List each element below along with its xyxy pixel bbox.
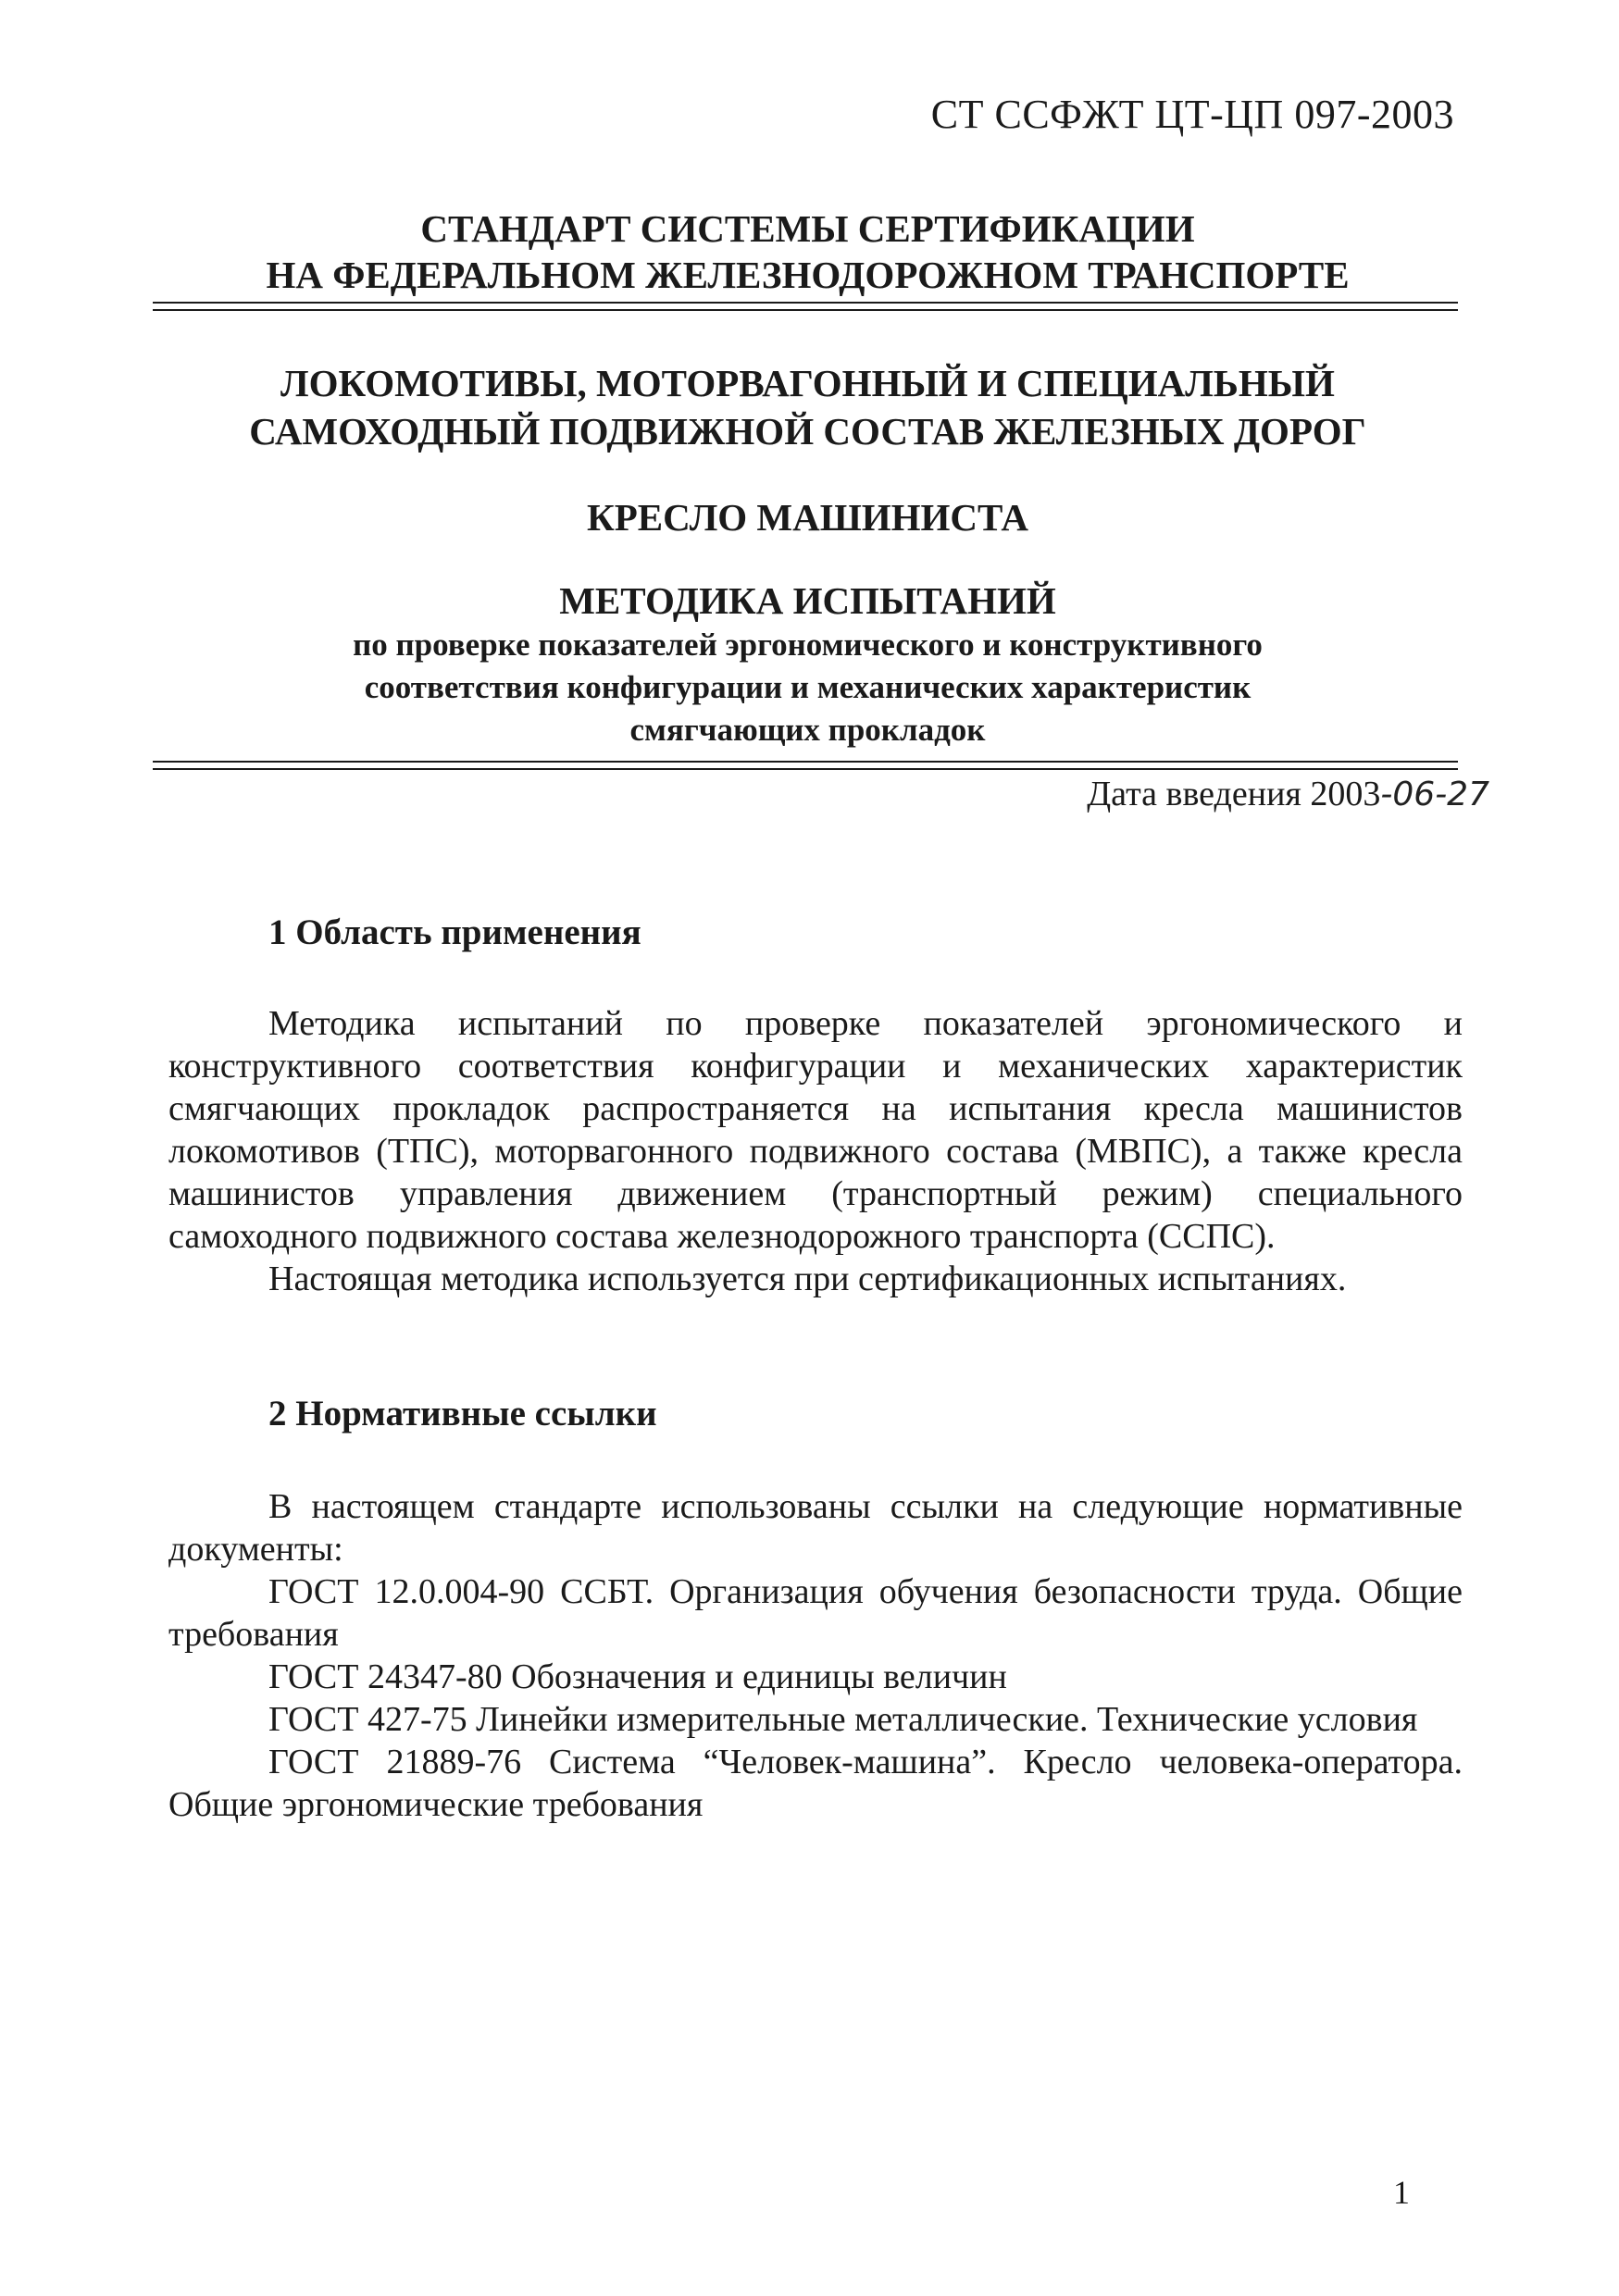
reference-item: ГОСТ 427-75 Линейки измерительные металлические. Технические условия [268,1700,1418,1739]
section-references-body [168,1485,1463,1826]
section-heading-scope: 1 Область применения [268,912,641,952]
paragraph: В настоящем стандарте использованы ссылки на следующие нормативные документы: [168,1487,1463,1569]
paragraph: Настоящая методика используется при сертификационных испытаниях. [268,1260,1347,1298]
reference-item: ГОСТ 12.0.004-90 ССБТ. Организация обучения безопасности труда. Общие требования [168,1572,1463,1654]
introduction-date-label: Дата введения 2003 [1087,775,1381,813]
method-subtitle-line-3: смягчающих прокладок [629,712,986,748]
subject-title-line-1: ЛОКОМОТИВЫ, МОТОРВАГОННЫЙ И СПЕЦИАЛЬНЫЙ [280,362,1335,404]
divider-line [153,302,1458,304]
handwritten-date: -06-27 [1380,776,1489,813]
page-number: 1 [1393,2174,1410,2211]
reference-item: ГОСТ 21889-76 Система “Человек-машина”. Кресло человека-оператора. Общие эргономические требования [168,1743,1463,1824]
divider-line [153,761,1458,763]
divider-line [153,768,1458,770]
subject-title [153,359,1463,455]
divider-line [153,309,1458,311]
section-heading-references: 2 Нормативные ссылки [268,1394,657,1433]
method-title: МЕТОДИКА ИСПЫТАНИЙ [559,579,1056,622]
standard-title-line-2: НА ФЕДЕРАЛЬНОМ ЖЕЛЕЗНОДОРОЖНОМ ТРАНСПОРТЕ [266,254,1350,296]
method-subtitle-line-2: соответствия конфигурации и механических характеристик [364,669,1252,705]
paragraph: Методика испытаний по проверке показателей эргономического и конструктивного соответствия конфигурации и механических характеристик смягчающих прокладок распространяется на испытания кресла машинистов локомотивов (ТПС), моторвагонного подвижного состава (МВПС), а также кресла машинистов управления движением (транспортный режим) специального самоходного подвижного состава железнодорожного транспорта (ССПС). [168,1004,1463,1256]
document-code: СТ ССФЖТ ЦТ-ЦП 097-2003 [930,92,1454,137]
product-title: КРЕСЛО МАШИНИСТА [587,496,1028,539]
method-subtitle-line-1: по проверке показателей эргономического и конструктивного [353,627,1263,663]
subject-title-line-2: САМОХОДНЫЙ ПОДВИЖНОЙ СОСТАВ ЖЕЛЕЗНЫХ ДОРОГ [249,410,1366,453]
section-scope-body [168,1002,1463,1300]
reference-item: ГОСТ 24347-80 Обозначения и единицы величин [268,1657,1007,1696]
introduction-date [1087,774,1489,814]
standard-title [153,205,1463,298]
method-subtitle [153,624,1463,751]
standard-title-line-1: СТАНДАРТ СИСТЕМЫ СЕРТИФИКАЦИИ [420,207,1195,250]
